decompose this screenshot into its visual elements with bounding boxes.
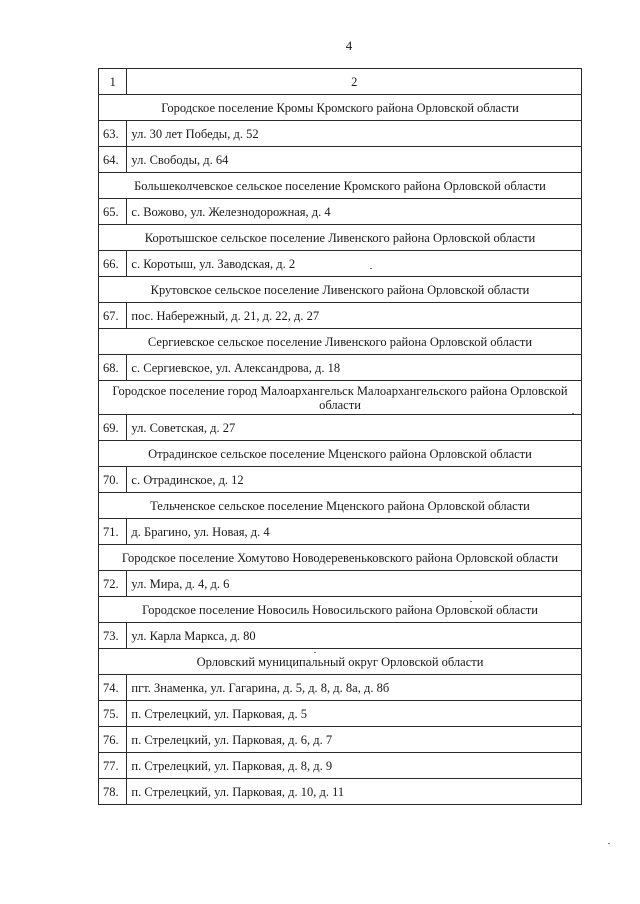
scan-speck <box>370 268 372 269</box>
table-row <box>99 675 582 701</box>
row-number: 68. <box>99 355 127 381</box>
row-number: 72. <box>99 571 127 597</box>
section-heading: Сергиевское сельское поселение Ливенского района Орловской области <box>99 329 582 355</box>
section-row <box>99 493 582 519</box>
row-number: 63. <box>99 121 127 147</box>
address-cell: ул. Свободы, д. 64 <box>127 147 582 173</box>
address-cell: ул. Мира, д. 4, д. 6 <box>127 571 582 597</box>
address-cell: с. Отрадинское, д. 12 <box>127 467 582 493</box>
column-header-address: 2 <box>127 69 582 95</box>
table-row <box>99 199 582 225</box>
table-row <box>99 571 582 597</box>
address-cell: пгт. Знаменка, ул. Гагарина, д. 5, д. 8, д. 8а, д. 8б <box>127 675 582 701</box>
table-row <box>99 251 582 277</box>
section-heading: Тельченское сельское поселение Мценского района Орловской области <box>99 493 582 519</box>
section-heading: Городское поселение Хомутово Новодеревеньковского района Орловской области <box>99 545 582 571</box>
address-cell: д. Брагино, ул. Новая, д. 4 <box>127 519 582 545</box>
table-header-row <box>99 69 582 95</box>
section-row <box>99 441 582 467</box>
address-cell: с. Сергиевское, ул. Александрова, д. 18 <box>127 355 582 381</box>
row-number: 66. <box>99 251 127 277</box>
address-cell: ул. Карла Маркса, д. 80 <box>127 623 582 649</box>
address-cell: п. Стрелецкий, ул. Парковая, д. 10, д. 11 <box>127 779 582 805</box>
page-number: 4 <box>345 38 353 53</box>
table-row <box>99 121 582 147</box>
section-heading: Коротышское сельское поселение Ливенского района Орловской области <box>99 225 582 251</box>
section-row <box>99 649 582 675</box>
section-row <box>99 95 582 121</box>
scan-speck <box>572 413 574 414</box>
section-row <box>99 381 582 415</box>
table-row <box>99 415 582 441</box>
row-number: 76. <box>99 727 127 753</box>
scan-speck <box>608 843 610 844</box>
table-row <box>99 355 582 381</box>
column-header-number: 1 <box>99 69 127 95</box>
section-heading: Отрадинское сельское поселение Мценского района Орловской области <box>99 441 582 467</box>
table-row <box>99 519 582 545</box>
section-heading: Городское поселение Новосиль Новосильского района Орловской области <box>99 597 582 623</box>
section-heading: Городское поселение Кромы Кромского района Орловской области <box>99 95 582 121</box>
row-number: 77. <box>99 753 127 779</box>
row-number: 71. <box>99 519 127 545</box>
scan-speck <box>470 601 472 602</box>
table-row <box>99 701 582 727</box>
address-table-body <box>99 69 582 805</box>
address-cell: п. Стрелецкий, ул. Парковая, д. 8, д. 9 <box>127 753 582 779</box>
section-heading: Большеколчевское сельское поселение Кромского района Орловской области <box>99 173 582 199</box>
address-cell: ул. Советская, д. 27 <box>127 415 582 441</box>
scan-speck <box>314 652 316 653</box>
table-row <box>99 779 582 805</box>
table-row <box>99 727 582 753</box>
section-row <box>99 225 582 251</box>
section-row <box>99 545 582 571</box>
row-number: 78. <box>99 779 127 805</box>
address-cell: п. Стрелецкий, ул. Парковая, д. 6, д. 7 <box>127 727 582 753</box>
address-table <box>98 68 582 805</box>
address-cell: с. Коротыш, ул. Заводская, д. 2 <box>127 251 582 277</box>
row-number: 70. <box>99 467 127 493</box>
section-row <box>99 173 582 199</box>
section-heading: Крутовское сельское поселение Ливенского района Орловской области <box>99 277 582 303</box>
table-row <box>99 753 582 779</box>
table-row <box>99 303 582 329</box>
row-number: 69. <box>99 415 127 441</box>
row-number: 73. <box>99 623 127 649</box>
address-cell: ул. 30 лет Победы, д. 52 <box>127 121 582 147</box>
table-row <box>99 623 582 649</box>
row-number: 65. <box>99 199 127 225</box>
row-number: 64. <box>99 147 127 173</box>
section-row <box>99 277 582 303</box>
table-row <box>99 147 582 173</box>
row-number: 75. <box>99 701 127 727</box>
table-row <box>99 467 582 493</box>
section-heading: Городское поселение город Малоархангельск Малоархангельского района Орловской области <box>99 381 582 415</box>
address-cell: пос. Набережный, д. 21, д. 22, д. 27 <box>127 303 582 329</box>
address-cell: п. Стрелецкий, ул. Парковая, д. 5 <box>127 701 582 727</box>
section-row <box>99 597 582 623</box>
row-number: 74. <box>99 675 127 701</box>
section-row <box>99 329 582 355</box>
section-heading: Орловский муниципальный округ Орловской области <box>99 649 582 675</box>
address-cell: с. Вожово, ул. Железнодорожная, д. 4 <box>127 199 582 225</box>
row-number: 67. <box>99 303 127 329</box>
